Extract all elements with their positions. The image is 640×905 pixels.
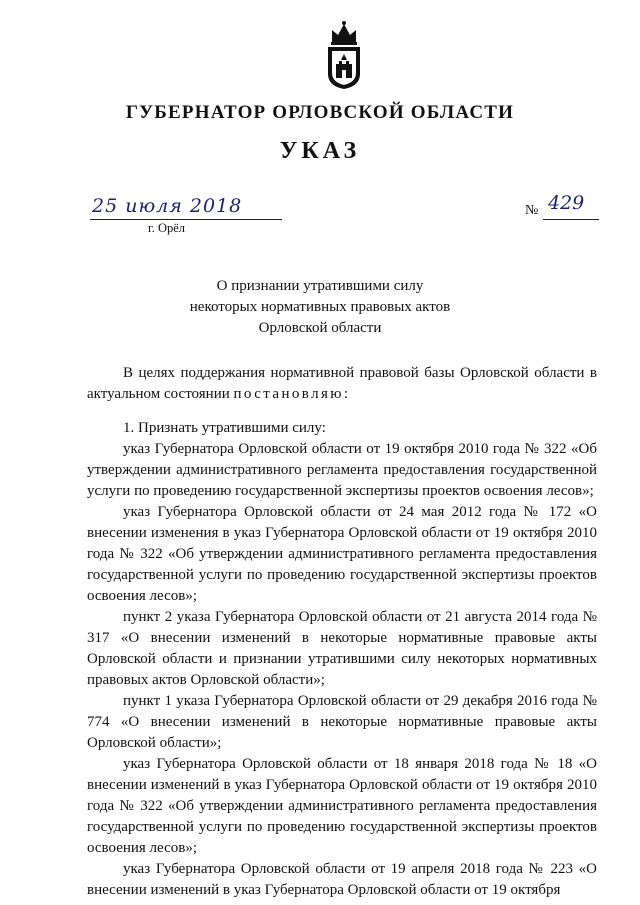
preamble-text: В целях поддержания нормативной правовой базы Орловской области в актуальном состоянии [87, 365, 597, 402]
repealed-act-item: указ Губернатора Орловской области от 24 мая 2012 года № 172 «О внесении изменения в указ Губернатора Орловской области от 19 октября 2010 года № 322 «Об утверждении административного регламента предоставления государственной услуги по проведению государственной экспертизы проектов освоения лесов»; [87, 504, 597, 604]
document-date: 25 июля 2018 [92, 195, 243, 217]
repealed-act-item: указ Губернатора Орловской области от 18 января 2018 года № 18 «О внесении изменений в указ Губернатора Орловской области от 19 октября 2010 года № 322 «Об утверждении административного регламента предоставления государственной услуги по проведению государственной экспертизы проектов освоения лесов»; [87, 756, 597, 856]
clause-heading: 1. Признать утратившими силу: [123, 420, 326, 436]
document-body [87, 363, 597, 901]
issuer-title: ГУБЕРНАТОР ОРЛОВСКОЙ ОБЛАСТИ [125, 102, 515, 123]
repealed-act-item: пункт 2 указа Губернатора Орловской области от 21 августа 2014 года № 317 «О внесении изменений в некоторые нормативные правовые акты Орловской области и признании утратившими силу некоторых нормативных правовых актов Орловской области»; [87, 609, 597, 688]
repealed-act-item: указ Губернатора Орловской области от 19 апреля 2018 года № 223 «О внесении изменений в указ Губернатора Орловской области от 19 октября [87, 861, 597, 898]
subject-line: Орловской области [258, 320, 382, 336]
number-sign: № [525, 203, 539, 218]
subject-line: некоторых нормативных правовых актов [189, 299, 451, 315]
number-underline [543, 219, 599, 220]
document-city: г. Орёл [148, 221, 186, 235]
document-number: 429 [548, 192, 585, 214]
document-type: УКАЗ [279, 138, 361, 164]
repealed-act-item: указ Губернатора Орловской области от 19 октября 2010 года № 322 «Об утверждении административного регламента предоставления государственной услуги по проведению государственной экспертизы проектов освоения лесов»; [87, 441, 597, 499]
preamble-paragraph [87, 363, 597, 405]
subject-line: О признании утратившими силу [216, 278, 424, 294]
date-underline [90, 219, 282, 220]
decree-word: постановляю: [233, 386, 351, 402]
coat-of-arms-icon [322, 20, 366, 90]
repealed-act-item: пункт 1 указа Губернатора Орловской области от 29 декабря 2016 года № 774 «О внесении изменений в некоторые нормативные правовые акты Орловской области»; [87, 693, 597, 751]
document-subject [0, 276, 640, 339]
